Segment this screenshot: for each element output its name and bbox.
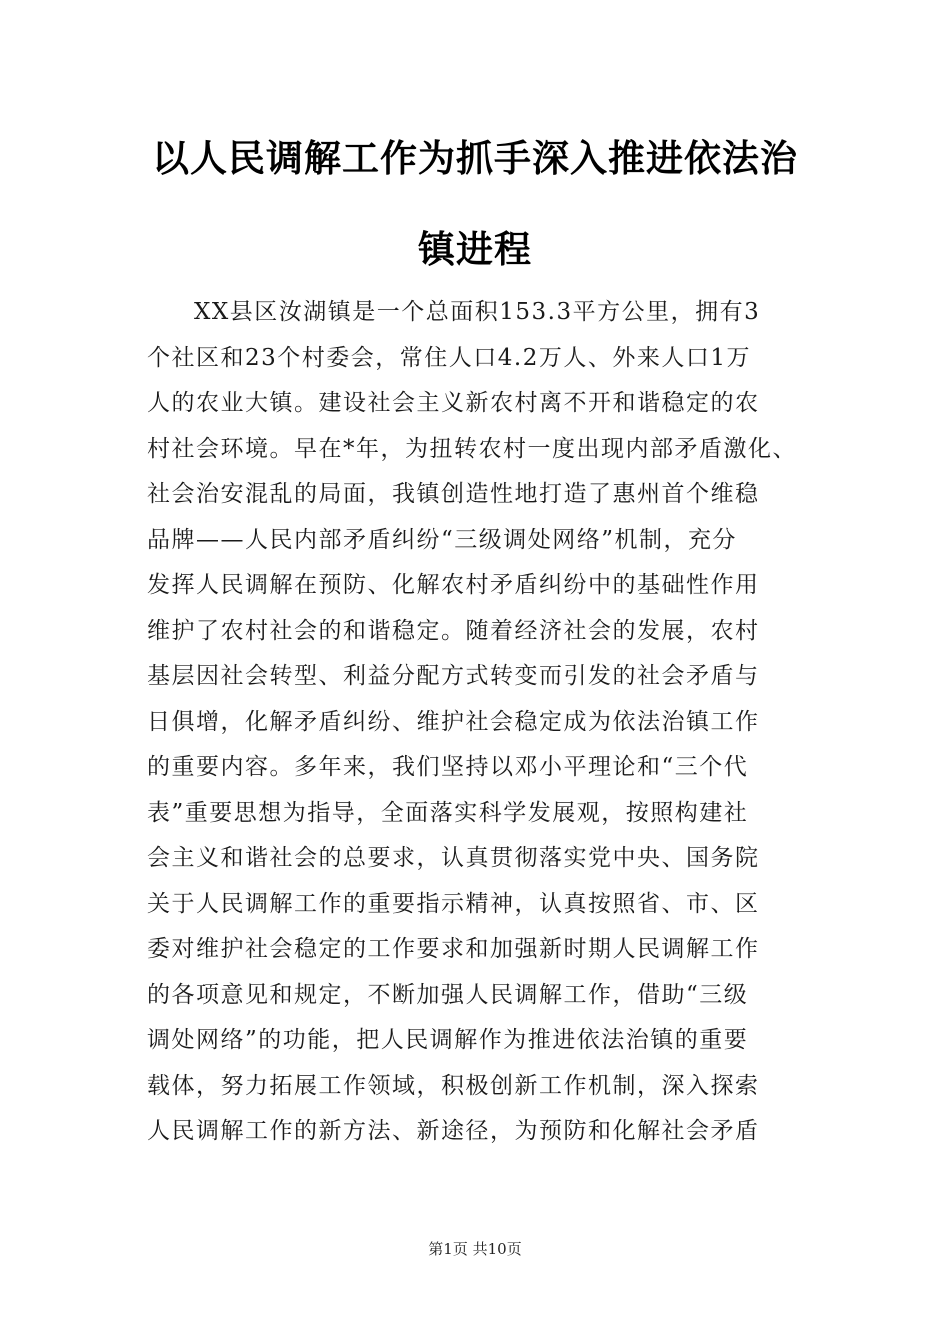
body-line: 的重要内容。多年来，我们坚持以邓小平理论和“三个代 bbox=[147, 754, 749, 780]
body-line: 维护了农村社会的和谐稳定。随着经济社会的发展，农村 bbox=[147, 617, 760, 644]
body-line: 载体，努力拓展工作领域，积极创新工作机制，深入探索 bbox=[147, 1072, 760, 1099]
page-number-footer: 第1页 共10页 bbox=[428, 1240, 522, 1258]
body-line: 委对维护社会稳定的工作要求和加强新时期人民调解工作 bbox=[147, 936, 760, 962]
document-body bbox=[147, 290, 827, 1155]
body-line: 调处网络”的功能，把人民调解作为推进依法治镇的重要 bbox=[147, 1027, 749, 1053]
body-line: 品牌——人民内部矛盾纠纷“三级调处网络”机制，充分 bbox=[147, 526, 738, 553]
body-line: 人民调解工作的新方法、新途径，为预防和化解社会矛盾 bbox=[147, 1118, 760, 1144]
document-title-line-1: 以人民调解工作为抓手深入推进依法治 bbox=[152, 136, 798, 180]
body-line: 社会治安混乱的局面，我镇创造性地打造了惠州首个维稳 bbox=[147, 481, 760, 507]
body-line: 村社会环境。早在*年，为扭转农村一度出现内部矛盾激化、 bbox=[147, 435, 797, 462]
body-line: 个社区和23个村委会，常住人口4.2万人、外来人口1万 bbox=[147, 344, 751, 371]
body-line: 表”重要思想为指导，全面落实科学发展观，按照构建社 bbox=[147, 799, 749, 826]
body-line: 的各项意见和规定，不断加强人民调解工作，借助“三级 bbox=[147, 981, 749, 1008]
document-title-line-2: 镇进程 bbox=[418, 227, 532, 271]
body-line: 会主义和谐社会的总要求，认真贯彻落实党中央、国务院 bbox=[147, 845, 760, 871]
body-line: 日俱增，化解矛盾纠纷、维护社会稳定成为依法治镇工作 bbox=[147, 708, 760, 735]
body-line: 发挥人民调解在预防、化解农村矛盾纠纷中的基础性作用 bbox=[147, 572, 760, 598]
body-line: 基层因社会转型、利益分配方式转变而引发的社会矛盾与 bbox=[147, 663, 760, 689]
body-line: 关于人民调解工作的重要指示精神，认真按照省、市、区 bbox=[147, 890, 760, 917]
body-line: XX县区汝湖镇是一个总面积153.3平方公里，拥有3 bbox=[194, 299, 761, 325]
body-line: 人的农业大镇。建设社会主义新农村离不开和谐稳定的农 bbox=[147, 390, 760, 416]
